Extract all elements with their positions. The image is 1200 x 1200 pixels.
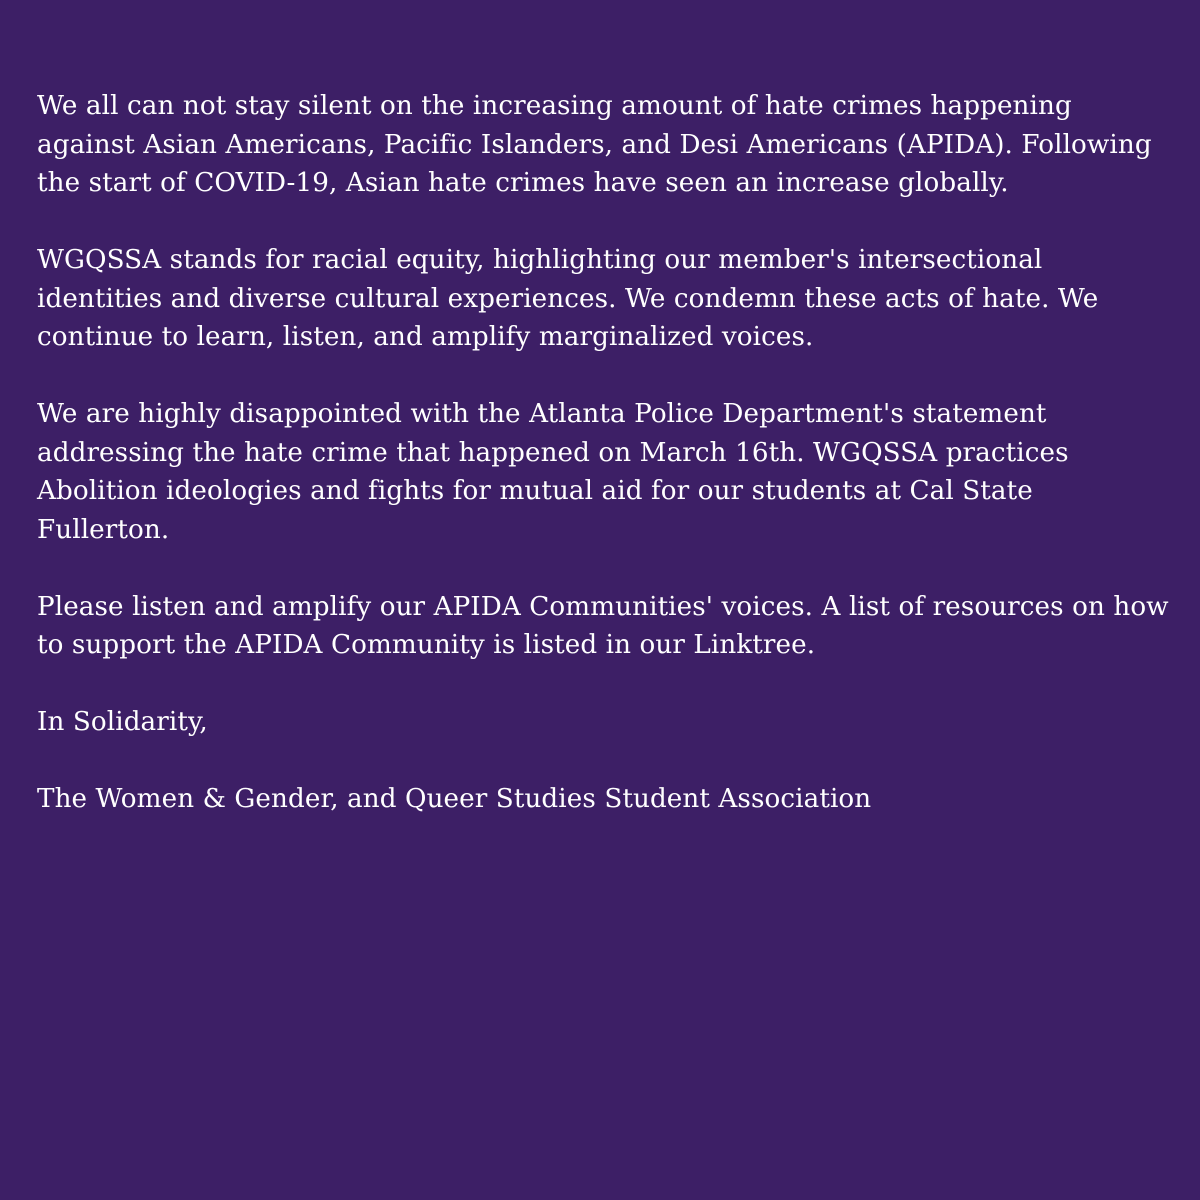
- statement-paragraph-racial-equity: WGQSSA stands for racial equity, highlighting our member's intersectional identities and diverse cultural experiences. We condemn these acts of hate. We continue to learn, listen, and amplify marginalized voices.: [37, 245, 1099, 352]
- statement-paragraph-covid-hate-crimes: We all can not stay silent on the increasing amount of hate crimes happening against Asian Americans, Pacific Islanders, and Desi Americans (APIDA). Following the start of COVID-19, Asian hate crimes have seen an increase globally.: [37, 91, 1152, 198]
- closing-line: In Solidarity,: [37, 707, 208, 737]
- paragraph-spacer: [37, 357, 1170, 396]
- statement-paragraph-atlanta-police: We are highly disappointed with the Atlanta Police Department's statement addressing the hate crime that happened on March 16th. WGQSSA practices Abolition ideologies and fights for mutual aid for our students at Cal State Fullerton.: [37, 399, 1069, 545]
- paragraph-spacer: [37, 742, 1170, 781]
- signature-line: The Women & Gender, and Queer Studies Student Association: [37, 784, 872, 814]
- paragraph-spacer: [37, 203, 1170, 242]
- paragraph-spacer: [37, 665, 1170, 704]
- paragraph-spacer: [37, 549, 1170, 588]
- statement-paragraph-resources: Please listen and amplify our APIDA Communities' voices. A list of resources on how to support the APIDA Community is listed in our Linktree.: [37, 591, 1169, 660]
